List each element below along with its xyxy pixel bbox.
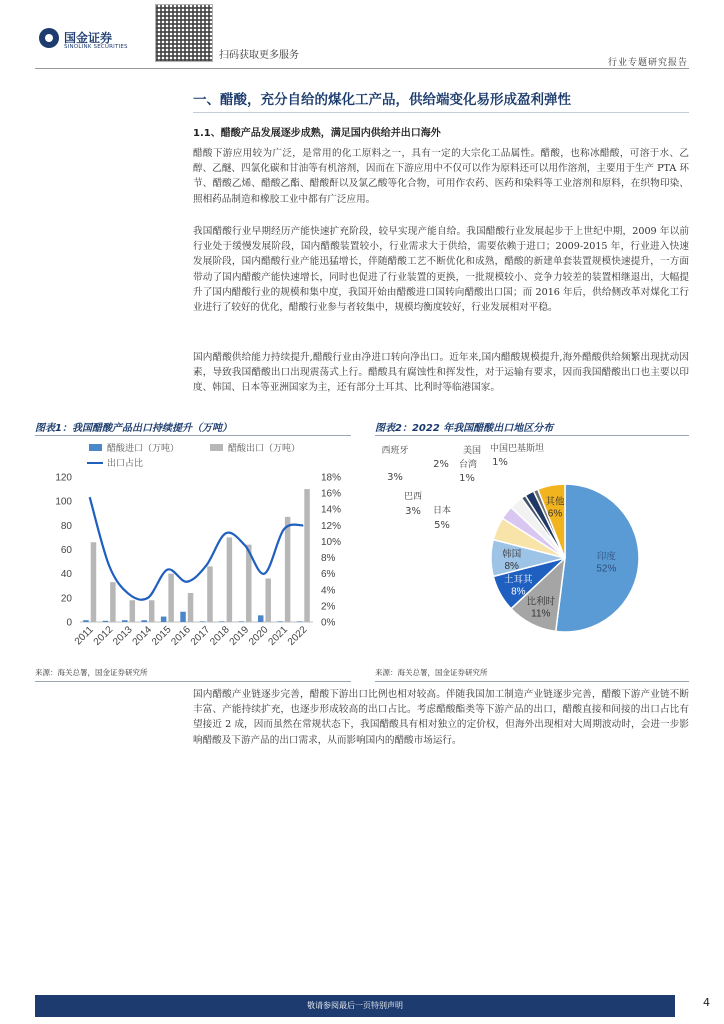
import-bar <box>297 621 303 622</box>
figure1-title-rule <box>35 435 351 436</box>
figure2-source: 来源：海关总署，国金证券研究所 <box>375 668 488 677</box>
y-left-tick-label: 120 <box>55 472 72 484</box>
pie-slice-value: 52% <box>596 563 617 575</box>
y-right-tick-label: 12% <box>321 520 342 532</box>
paragraph-4: 国内醋酸产业链逐步完善，醋酸下游出口比例也相对较高。伴随我国加工制造产业链逐步完善，醋酸下游产业链不断丰富、产能持续扩充，也逐步形成较高的出口占比。考虑醋酸酯类等下游产品的出口，醋酸直接和间接的出口占比有望接近 2 成，因而虽然在常规状态下，我国醋酸具有相对独立的定价权，但海外出现相对大周期波动时，会进一步影响醋酸及下游产品的出口需求，从而影响国内的醋酸市场运行。 <box>193 689 689 746</box>
import-bar <box>122 620 128 622</box>
figure2-title: 图表2：2022 年我国醋酸出口地区分布 <box>375 423 554 434</box>
export-bar <box>149 600 155 622</box>
qr-caption: 扫码获取更多服务 <box>219 50 299 61</box>
pie-outer-label: 3% <box>387 472 403 483</box>
legend-label: 醋酸出口（万吨） <box>228 444 301 454</box>
pie-slice-label: 韩国 <box>502 549 522 560</box>
x-tick-label: 2021 <box>266 624 290 648</box>
pie-outer-label: 1% <box>459 473 475 484</box>
import-bar <box>141 620 147 622</box>
y-right-tick-label: 4% <box>321 585 336 597</box>
section-title: 一、醋酸，充分自给的煤化工产品，供给端变化易形成盈利弹性 <box>193 92 571 108</box>
paragraph-3: 国内醋酸供给能力持续提升,醋酸行业由净进口转向净出口。近年来,国内醋酸规模提升,海外醋酸供给频繁出现扰动因素，导致我国醋酸出口出现震荡式上行。醋酸具有腐蚀性和挥发性，对于运输有要求，因而我国醋酸出口也主要以印度、韩国、日本等亚洲国家为主，还有部分土耳其、比利时等临港国家。 <box>193 352 689 394</box>
import-bar <box>161 617 167 622</box>
y-right-tick-label: 16% <box>321 488 342 500</box>
pie-slice-value: 6% <box>547 508 563 520</box>
pie-outer-label: 巴西 <box>403 492 423 502</box>
y-right-tick-label: 6% <box>321 569 336 581</box>
figure1-title: 图表1：我国醋酸产品出口持续提升（万吨） <box>35 423 232 434</box>
figure1-source: 来源：海关总署，国金证券研究所 <box>35 668 148 677</box>
pie-slice-label: 其他 <box>545 496 565 508</box>
paragraph-2: 我国醋酸行业早期经历产能快速扩充阶段，较早实现产能自给。我国醋酸行业发展起步于上世纪中期，2009 年以前行业处于缓慢发展阶段，国内醋酸装置较小，行业需求大于供给，需要依赖于进口；2009-2015 年，行业进入快速发展阶段，国内醋酸行业产能迅猛增长，伴随醋酸工艺不断优化和成熟，醋酸的新建单套装置规模快速提升，一方面带动了国内醋酸产能快速增长，同时也促进了行业装置的更换，一批规模较小、竞争力较差的装置相继退出，大幅提升了国内醋酸行业的规模和集中度，我国开始由醋酸进口国转向醋酸出口国；而 2016 年后，供给侧改革对煤化工行业进行了较好的优化，醋酸行业参与者较集中，规模均衡度较好，行业发展相对平稳。 <box>193 226 689 314</box>
legend-label: 出口占比 <box>107 459 144 469</box>
x-tick-label: 2016 <box>169 624 193 648</box>
import-bar <box>239 621 245 622</box>
export-bar <box>110 582 116 622</box>
pie-slice-value: 8% <box>504 561 519 572</box>
figure1-source-rule <box>35 681 351 682</box>
page-number: 4 <box>703 996 710 1009</box>
figure2-title-rule <box>375 435 689 436</box>
y-left-tick-label: 80 <box>60 520 72 532</box>
footer-disclaimer[interactable]: 敬请参阅最后一页特别声明 <box>307 1001 403 1010</box>
x-tick-label: 2012 <box>91 624 116 648</box>
logo-text-cn: 国金证券 <box>64 31 113 45</box>
pie-outer-label: 5% <box>434 520 450 531</box>
export-bar <box>168 574 174 622</box>
export-bar <box>91 542 97 622</box>
y-left-tick-label: 20 <box>60 593 72 605</box>
paragraph-1: 醋酸下游应用较为广泛，是常用的化工原料之一，具有一定的大宗化工品属性。醋酸，也称冰醋酸，可溶于水、乙醇、乙醚、四氯化碳和甘油等有机溶剂，因而在下游应用中不仅可以作为原料还可以用作溶剂，主要用于生产 PTA 环节、醋酸乙烯、醋酸乙酯、醋酸酐以及氯乙酸等化合物，可用作农药、医药和染料等工业溶剂和原料，在织物印染、照相药品制造和橡胶工业中都有广泛应用。 <box>193 148 689 205</box>
x-tick-label: 2011 <box>72 624 96 648</box>
export-share-line <box>90 497 304 600</box>
y-right-tick-label: 14% <box>321 504 342 516</box>
y-left-tick-label: 100 <box>55 496 72 508</box>
export-bar <box>227 537 233 622</box>
export-bar <box>207 566 213 622</box>
pie-outer-label: 3% <box>405 506 421 517</box>
footer-bar <box>35 995 675 1017</box>
export-bar <box>285 517 291 622</box>
subsection-title: 1.1、醋酸产品发展逐步成熟，满足国内供给并出口海外 <box>193 128 441 139</box>
qr-code-icon[interactable] <box>155 4 213 62</box>
legend-label: 醋酸进口（万吨） <box>107 444 180 454</box>
pie-outer-label: 中国巴基斯坦 <box>489 444 545 454</box>
export-region-pie-chart <box>375 437 689 663</box>
pie-outer-label: 台湾 <box>458 460 478 470</box>
y-right-tick-label: 0% <box>321 617 336 629</box>
x-tick-label: 2014 <box>130 624 155 648</box>
import-bar <box>277 621 283 622</box>
import-bar <box>219 621 225 622</box>
x-tick-label: 2018 <box>208 624 232 648</box>
y-right-tick-label: 10% <box>321 536 342 548</box>
import-bar <box>180 612 186 622</box>
pie-outer-label: 西班牙 <box>381 446 409 456</box>
x-tick-label: 2019 <box>227 624 252 648</box>
export-bar <box>188 593 194 622</box>
legend-swatch <box>89 444 102 451</box>
pie-outer-label: 美国 <box>462 446 482 456</box>
x-tick-label: 2013 <box>111 624 135 648</box>
logo-text-en: SINOLINK SECURITIES <box>64 44 128 50</box>
y-left-tick-label: 60 <box>60 545 72 556</box>
pie-slice-value: 8% <box>511 586 526 598</box>
header-divider <box>35 68 689 69</box>
y-right-tick-label: 8% <box>321 553 336 565</box>
y-right-tick-label: 2% <box>321 601 336 613</box>
figure2-source-rule <box>375 681 689 682</box>
section-divider <box>193 112 689 113</box>
page-header <box>0 0 724 66</box>
pie-slice-label: 印度 <box>596 551 616 563</box>
y-left-tick-label: 0 <box>66 617 72 629</box>
pie-slice-label: 比利时 <box>526 596 556 608</box>
sinolink-logo-icon <box>39 28 59 48</box>
pie-outer-label: 1% <box>492 457 508 468</box>
export-bar-line-chart <box>35 437 351 663</box>
x-tick-label: 2017 <box>188 624 213 648</box>
import-bar <box>103 621 109 622</box>
pie-outer-label: 日本 <box>432 506 452 516</box>
y-right-tick-label: 18% <box>321 472 342 484</box>
x-tick-label: 2022 <box>285 624 310 648</box>
x-tick-label: 2015 <box>149 624 174 648</box>
report-type-label: 行业专题研究报告 <box>607 58 688 68</box>
export-bar <box>304 489 310 622</box>
x-tick-label: 2020 <box>247 624 271 648</box>
import-bar <box>258 615 264 622</box>
import-bar <box>200 621 206 622</box>
import-bar <box>83 620 89 622</box>
pie-slice-value: 11% <box>531 608 551 620</box>
y-left-tick-label: 40 <box>60 569 72 581</box>
legend-swatch <box>210 444 223 451</box>
pie-outer-label: 2% <box>433 459 449 470</box>
export-bar <box>130 600 136 622</box>
pie-slice-label: 土耳其 <box>504 574 533 586</box>
export-bar <box>265 579 271 623</box>
